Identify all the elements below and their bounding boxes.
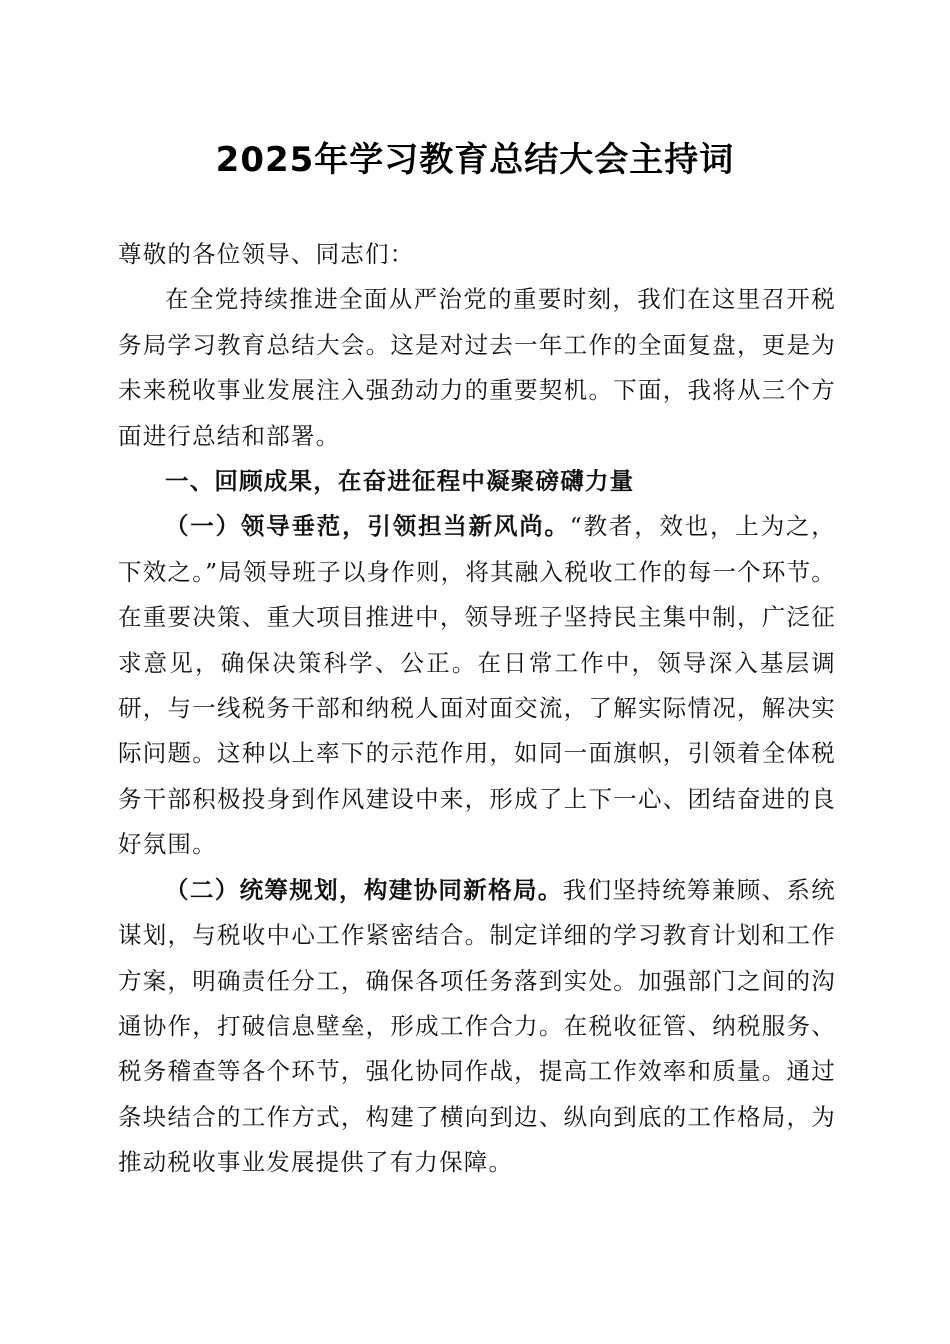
subsection-paragraph-1	[118, 504, 836, 867]
document-body	[118, 232, 836, 1186]
subsection-paragraph-2	[118, 868, 836, 1186]
subsection-body-1: “教者，效也，上为之，下效之。”局领导班子以身作则，将其融入税收工作的每一个环节。在重要决策、重大项目推进中，领导班子坚持民主集中制，广泛征求意见，确保决策科学、公正。在日常工作中，领导深入基层调研，与一线税务干部和纳税人面对面交流，了解实际情况，解决实际问题。这种以上率下的示范作用，如同一面旗帜，引领着全体税务干部积极投身到作风建设中来，形成了上下一心、团结奋进的良好氛围。	[118, 512, 837, 859]
subsection-body-2: 我们坚持统筹兼顾、系统谋划，与税收中心工作紧密结合。制定详细的学习教育计划和工作方案，明确责任分工，确保各项任务落到实处。加强部门之间的沟通协作，打破信息壁垒，形成工作合力。在税收征管、纳税服务、税务稽查等各个环节，强化协同作战，提高工作效率和质量。通过条块结合的工作方式，构建了横向到边、纵向到底的工作格局，为推动税收事业发展提供了有力保障。	[118, 875, 836, 1177]
section-heading-1: 一、回顾成果，在奋进征程中凝聚磅礴力量	[165, 467, 635, 496]
subsection-lead-1: （一）领导垂范，引领担当新风尚。	[165, 512, 570, 541]
subsection-lead-2: （二）统筹规划，构建协同新格局。	[165, 875, 563, 904]
document-title: 2025年学习教育总结大会主持词	[215, 140, 735, 180]
intro-paragraph: 在全党持续推进全面从严治党的重要时刻，我们在这里召开税务局学习教育总结大会。这是对过去一年工作的全面复盘，更是为未来税收事业发展注入强劲动力的重要契机。下面，我将从三个方面进行总结和部署。	[118, 285, 836, 450]
salutation: 尊敬的各位领导、同志们：	[118, 240, 415, 268]
